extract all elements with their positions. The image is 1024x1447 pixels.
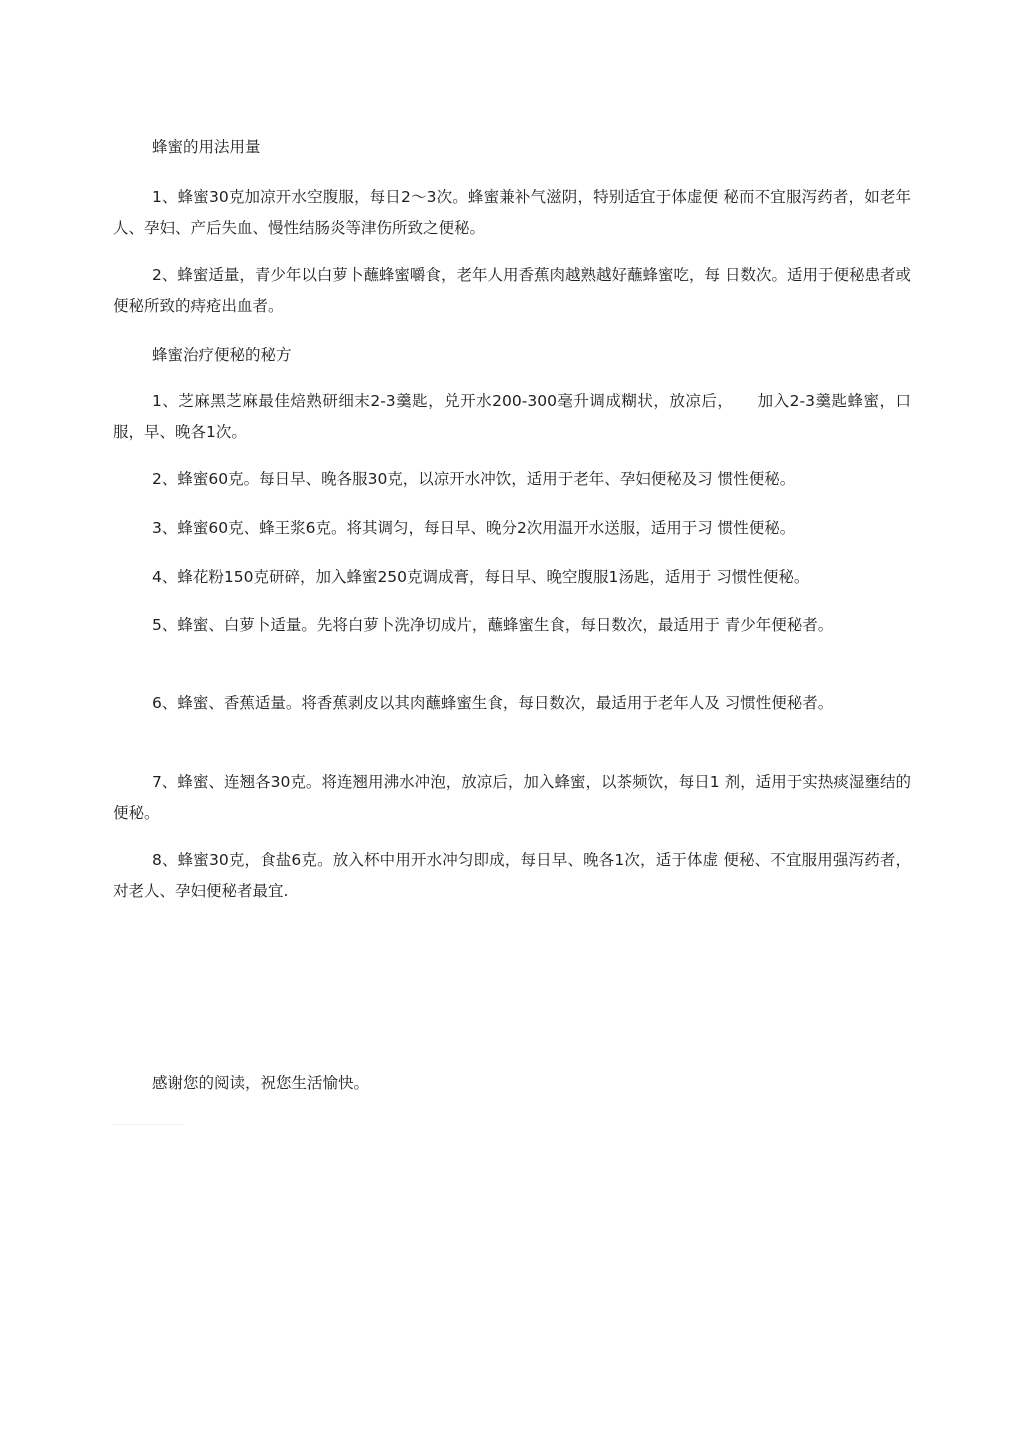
remedy-item-7: 7、蜂蜜、连翘各30克。将连翘用沸水冲泡，放凉后，加入蜂蜜，以茶频饮，每日1 剂，适用于实热痰湿壅结的便秘。 (113, 773, 911, 822)
remedy-item-2: 2、蜂蜜60克。每日早、晚各服30克，以凉开水冲饮，适用于老年、孕妇便秘及习 惯性便秘。 (152, 470, 796, 488)
page-divider (113, 1124, 183, 1126)
remedy-item-4: 4、蜂花粉150克研碎，加入蜂蜜250克调成膏，每日早、晚空腹服1汤匙，适用于 习惯性便秘。 (152, 568, 810, 586)
closing-message: 感谢您的阅读，祝您生活愉快。 (152, 1074, 370, 1092)
section-heading-usage: 蜂蜜的用法用量 (152, 138, 261, 156)
remedy-item-1: 1、芝麻黑芝麻最佳焙熟研细末2-3羹匙，兑开水200-300毫升调成糊状，放凉后， 加入2-3羹匙蜂蜜，口服，早、晚各1次。 (113, 392, 911, 441)
remedy-item-8: 8、蜂蜜30克，食盐6克。放入杯中用开水冲匀即成，每日早、晚各1次，适于体虚 便秘、不宜服用强泻药者，对老人、孕妇便秘者最宜. (113, 851, 911, 900)
remedy-item-5: 5、蜂蜜、白萝卜适量。先将白萝卜洗净切成片，蘸蜂蜜生食，每日数次，最适用于 青少年便秘者。 (152, 616, 834, 634)
remedy-item-3: 3、蜂蜜60克、蜂王浆6克。将其调匀，每日早、晚分2次用温开水送服，适用于习 惯性便秘。 (152, 519, 796, 537)
usage-item-2: 2、蜂蜜适量，青少年以白萝卜蘸蜂蜜嚼食，老年人用香蕉肉越熟越好蘸蜂蜜吃，每 日数次。适用于便秘患者或便秘所致的痔疮出血者。 (113, 266, 911, 315)
usage-item-1: 1、蜂蜜30克加凉开水空腹服，每日2〜3次。蜂蜜兼补气滋阴，特别适宜于体虚便 秘而不宜服泻药者，如老年人、孕妇、产后失血、慢性结肠炎等津伤所致之便秘。 (113, 188, 911, 237)
remedy-item-6: 6、蜂蜜、香蕉适量。将香蕉剥皮以其肉蘸蜂蜜生食，每日数次，最适用于老年人及 习惯性便秘者。 (152, 694, 834, 712)
section-heading-remedies: 蜂蜜治疗便秘的秘方 (152, 346, 292, 364)
